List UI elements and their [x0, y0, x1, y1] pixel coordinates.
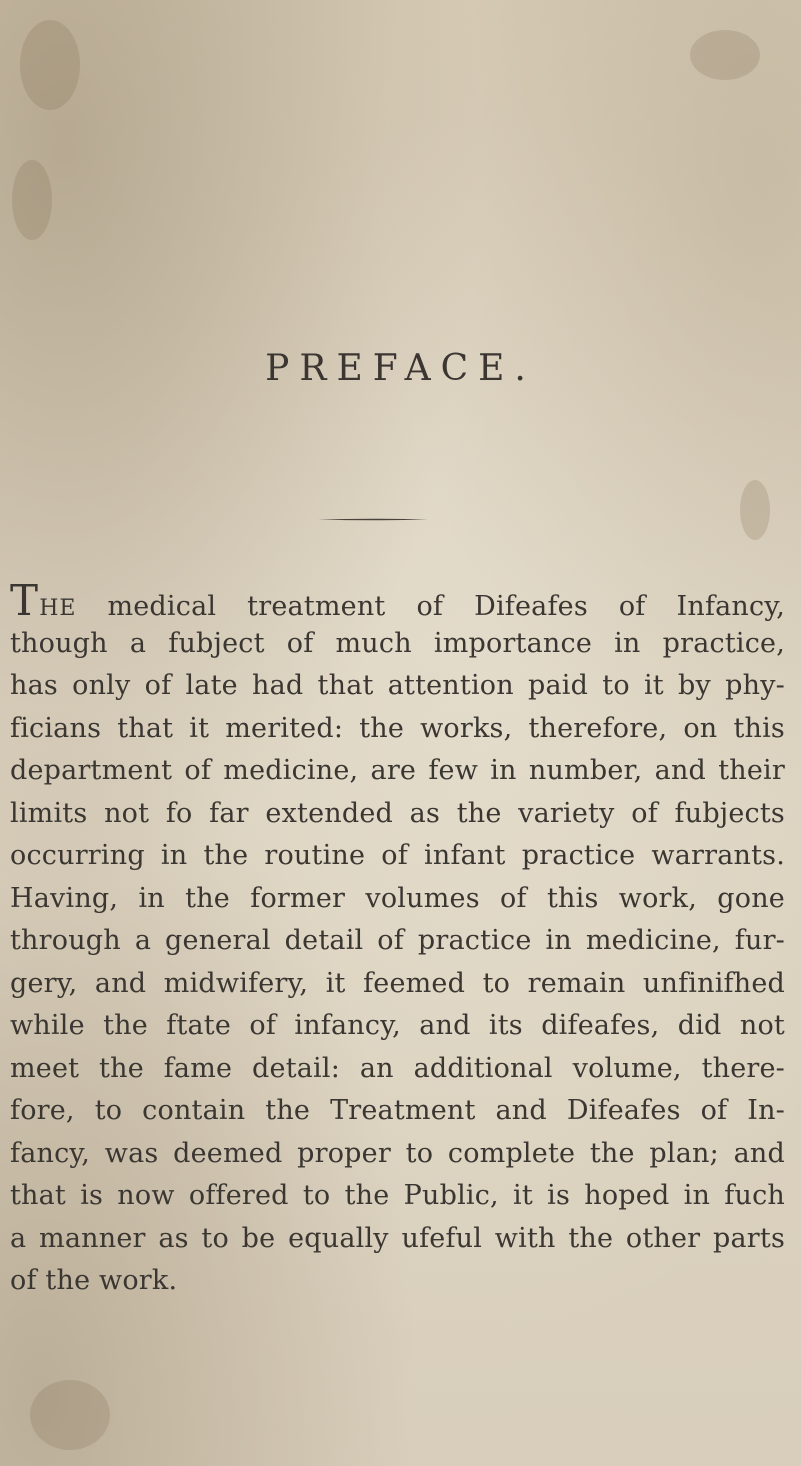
paper-stain: [690, 30, 760, 80]
text-line: a manner as to be equally ufeful with the other parts: [10, 1222, 785, 1254]
text-line: fore, to contain the Treatment and Difeafes of In-: [10, 1095, 785, 1126]
text-line: that is now offered to the Public, it is hoped in fuch: [10, 1180, 785, 1211]
text-line: [10, 576, 785, 625]
text-line: limits not fo far extended as the variety of fubjects: [10, 797, 785, 829]
text-line: Having, in the former volumes of this work, gone: [10, 882, 785, 914]
text-line: has only of late had that attention paid to it by phy-: [10, 670, 785, 701]
text-line: though a fubject of much importance in practice,: [10, 627, 785, 659]
paper-stain: [740, 480, 770, 540]
opening-smallcaps: HE: [39, 596, 77, 621]
text-line: of the work.: [10, 1265, 178, 1296]
text-line: fancy, was deemed proper to complete the plan; and: [10, 1137, 785, 1169]
drop-cap: T: [10, 576, 39, 625]
text-line: department of medicine, are few in number, and their: [10, 755, 785, 786]
paper-stain: [30, 1380, 110, 1450]
text-line: while the ftate of infancy, and its difeafes, did not: [10, 1010, 785, 1041]
preface-body: [10, 576, 785, 1303]
paper-stain: [12, 160, 52, 240]
text-line: through a general detail of practice in medicine, fur-: [10, 925, 785, 956]
line-text: medical treatment of Difeafes of Infancy,: [76, 591, 785, 622]
page-title: PREFACE.: [265, 348, 536, 389]
paper-stain: [20, 20, 80, 110]
text-line: ficians that it merited: the works, therefore, on this: [10, 712, 785, 744]
text-line: meet the fame detail: an additional volume, there-: [10, 1052, 785, 1084]
ornamental-rule: [318, 518, 428, 521]
text-line: gery, and midwifery, it feemed to remain unfinifhed: [10, 967, 785, 999]
text-line: occurring in the routine of infant practice warrants.: [10, 840, 785, 871]
